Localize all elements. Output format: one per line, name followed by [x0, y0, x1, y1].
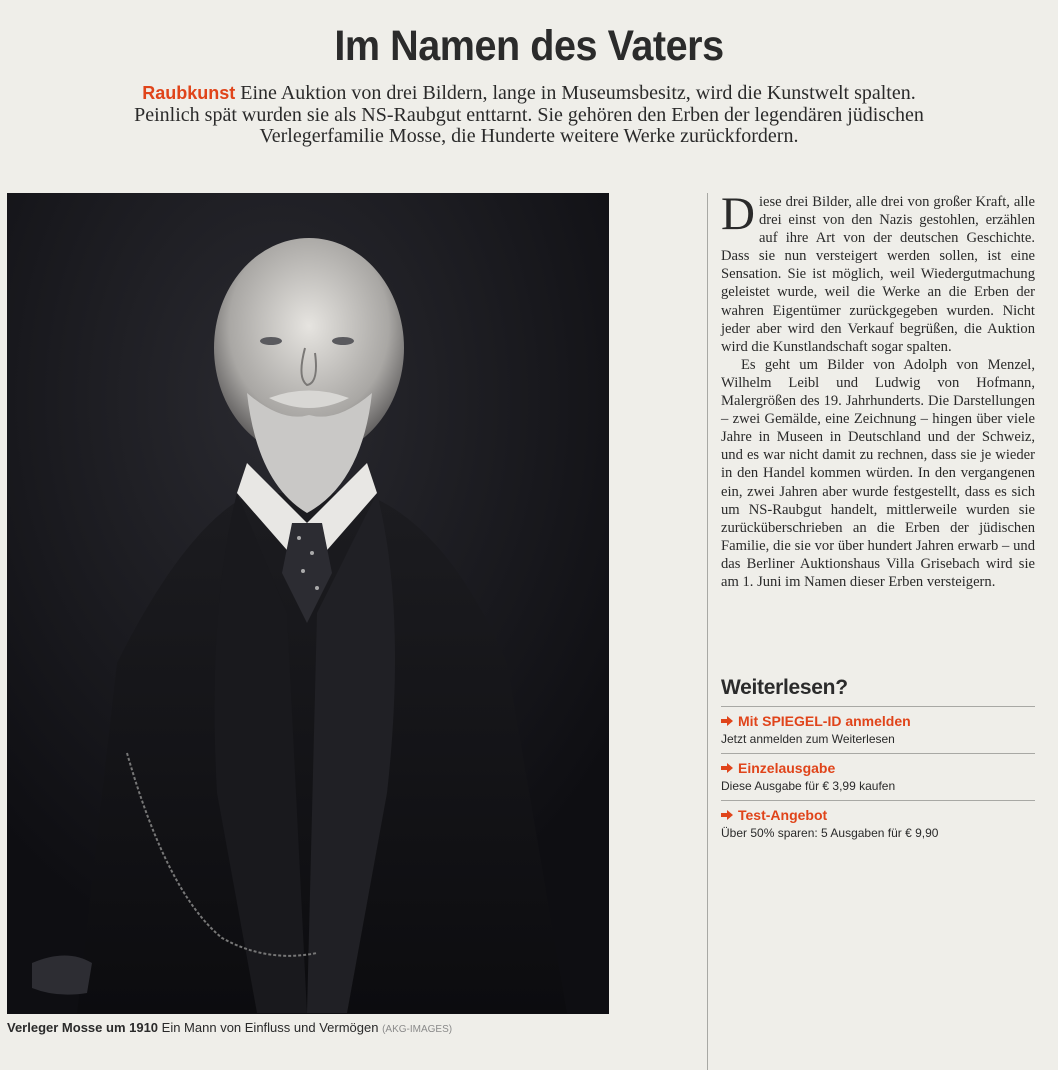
arrow-right-icon: [721, 763, 733, 773]
photo-caption: [7, 1020, 627, 1035]
kicker: Raubkunst: [142, 83, 236, 103]
offer-subtitle: Jetzt anmelden zum Weiterlesen: [721, 732, 895, 746]
paragraph-text: iese drei Bilder, alle drei von großer Kraft, alle drei einst von den Nazis gestohlen, erzählen auf ihre Art von der deutschen Geschichte. Dass sie nun versteigert werden sollen, ist eine Sensation. Sie ist möglich, weil Wiedergutmachung geleistet wurde, weil die Werke an die Erben der wahren Eigentümer zurückgegeben wurden. Nicht jeder aber wird den Verkauf begrüßen, die Auktion wird die Kunstlandschaft sogar spalten.: [721, 194, 1035, 355]
column-divider: [707, 193, 708, 1070]
arrow-right-icon: [721, 810, 733, 820]
arrow-right-icon: [721, 716, 733, 726]
paywall-box: [721, 676, 1035, 847]
offer-title-text[interactable]: Test-Angebot: [738, 807, 828, 823]
caption-text: Ein Mann von Einfluss und Vermögen: [161, 1020, 379, 1035]
offer-title-link[interactable]: [721, 713, 1035, 729]
offer-subtitle: Diese Ausgabe für € 3,99 kaufen: [721, 779, 896, 793]
offer-title-text[interactable]: Mit SPIEGEL-ID anmelden: [738, 713, 911, 729]
dek-text: Eine Auktion von drei Bildern, lange in Museumsbesitz, wird die Kunstwelt spalten. Peinlich spät wurden sie als NS-Raubgut enttarnt. Sie gehören den Erben der legendären jüdischen Verlegerfamilie Mosse, die Hunderte weitere Werke zurückfordern.: [134, 82, 924, 147]
caption-title: Verleger Mosse um 1910: [7, 1020, 159, 1035]
offer-spiegel-id-login[interactable]: [721, 707, 1035, 754]
offer-subtitle: Über 50% sparen: 5 Ausgaben für € 9,90: [721, 826, 939, 840]
drop-cap: D: [721, 188, 755, 240]
dek: [115, 83, 943, 148]
offer-single-issue[interactable]: [721, 754, 1035, 801]
photo-credit: (AKG-IMAGES): [382, 1024, 453, 1035]
offer-title-text[interactable]: Einzelausgabe: [738, 760, 836, 776]
portrait-illustration: [7, 193, 609, 1014]
article-paragraph: [721, 188, 1035, 356]
headline: Im Namen des Vaters: [334, 22, 724, 70]
article-paragraph: Es geht um Bilder von Adolph von Menzel, Wilhelm Leibl und Ludwig von Hofmann, Malergrößen des 19. Jahrhunderts. Die Darstellungen – zwei Gemälde, eine Zeichnung – hingen über viele Jahre in Museen in Deutschland und der Schweiz, und es war nicht damit zu rechnen, dass sie je wieder in den Handel kommen würden. In den vergangenen ein, zwei Jahren aber wurde festgestellt, dass es sich um NS-Raubgut handelt, mittlerweile wurden sie zurücküberschrieben an die Erben der jüdischen Familie, die sie vor über hundert Jahren erwarb – und das Berliner Auktionshaus Villa Grisebach wird sie am 1. Juni im Namen dieser Erben versteigern.: [721, 356, 1035, 590]
offer-title-link[interactable]: [721, 807, 1035, 823]
offer-trial[interactable]: [721, 801, 1035, 847]
article-body: [721, 188, 1035, 591]
offer-title-link[interactable]: [721, 760, 1035, 776]
portrait-photo: [7, 193, 609, 1014]
paywall-heading: Weiterlesen?: [721, 676, 1035, 707]
